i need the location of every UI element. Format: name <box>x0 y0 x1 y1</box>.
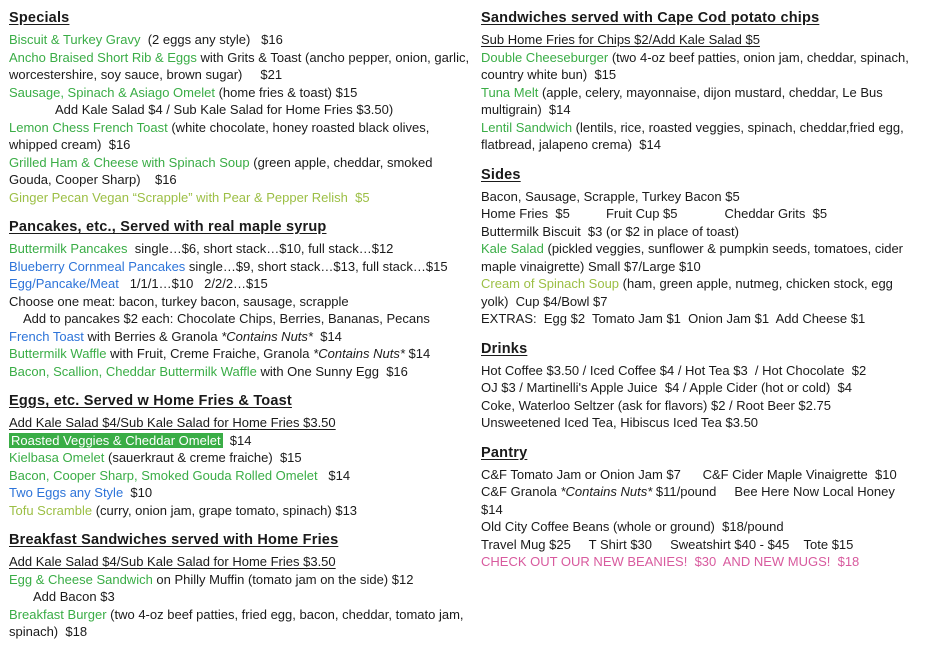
menu-text: Travel Mug $25 T Shirt $30 Sweatshirt $40 - $45 Tote $15 <box>481 536 854 552</box>
menu-section <box>9 530 471 641</box>
menu-line <box>9 606 471 641</box>
menu-text: Old City Coffee Beans (whole or ground) $18/pound <box>481 519 784 534</box>
menu-line <box>481 466 919 484</box>
menu-text: Buttermilk Waffle <box>9 346 107 361</box>
menu-text: French Toast <box>9 328 84 344</box>
menu-text: Biscuit & Turkey Gravy <box>9 32 141 47</box>
menu-line <box>9 328 471 346</box>
menu-line <box>481 49 919 84</box>
menu-section <box>9 391 471 519</box>
menu-text: (home fries & toast) $15 <box>214 84 358 100</box>
menu-line <box>481 275 919 310</box>
menu-text: (green apple, cheddar, smoked Gouda, Cooper Sharp) $16 <box>9 154 437 187</box>
menu-line <box>481 223 919 241</box>
menu-line <box>481 205 919 223</box>
menu-line <box>481 414 919 432</box>
menu-text: Add Kale Salad $4/Sub Kale Salad for Home Fries $3.50 <box>9 415 336 430</box>
menu-line <box>9 293 471 311</box>
menu-line <box>9 449 471 467</box>
menu-line <box>9 49 471 84</box>
menu-text: $11/pound Bee Here Now Local Honey $14 <box>481 484 903 517</box>
menu-line <box>481 31 919 49</box>
menu-text: Add Kale Salad $4 / Sub Kale Salad for Home Fries $3.50) <box>55 102 394 117</box>
menu-column-left <box>9 8 471 641</box>
menu-text: Lentil Sandwich <box>481 119 573 135</box>
menu-text: Double Cheeseburger <box>481 49 609 65</box>
section-title: Sides <box>481 166 521 183</box>
menu-text: Hot Coffee $3.50 / Iced Coffee $4 / Hot Tea $3 / Hot Chocolate $2 <box>481 362 867 378</box>
menu-section <box>9 217 471 380</box>
menu-text: single…$6, short stack…$10, full stack…$12 <box>127 241 394 256</box>
menu-text: $10 <box>123 485 153 500</box>
menu-text: (lentils, rice, roasted veggies, spinach, cheddar,fried egg, flatbread, jalapeno crema) $14 <box>481 119 908 152</box>
menu-text: Sausage, Spinach & Asiago Omelet <box>9 84 215 100</box>
menu-text: Add Bacon $3 <box>33 589 115 604</box>
menu-text: Blueberry Cornmeal Pancakes <box>9 258 186 274</box>
menu-text: CHECK OUT OUR NEW BEANIES! $30 AND NEW MUGS! $18 <box>481 554 860 569</box>
menu-line <box>481 379 919 397</box>
menu-text: Bacon, Cooper Sharp, Smoked Gouda Rolled Omelet <box>9 467 318 483</box>
menu-text: *Contains Nuts* <box>313 346 405 361</box>
menu-text: Kale Salad <box>481 241 544 256</box>
menu-item-name-highlighted: Roasted Veggies & Cheddar Omelet <box>11 432 221 448</box>
menu-text: with Berries & Granola <box>83 328 222 344</box>
menu-text: *Contains Nuts* <box>221 328 313 344</box>
menu-line <box>481 119 919 154</box>
menu-text: Tofu Scramble <box>9 502 93 518</box>
menu-line <box>481 483 919 518</box>
menu-line <box>481 397 919 415</box>
menu-line <box>9 345 471 363</box>
menu-line <box>9 484 471 502</box>
menu-text: 1/1/1…$10 2/2/2…$15 <box>118 276 268 291</box>
menu-text: Unsweetened Iced Tea, Hibiscus Iced Tea $3.50 <box>481 415 759 430</box>
menu-line <box>9 154 471 189</box>
menu-line <box>9 101 471 119</box>
menu-section <box>9 8 471 206</box>
menu-text: Grilled Ham & Cheese with Spinach Soup <box>9 154 250 170</box>
menu-text: *Contains Nuts* <box>560 484 653 499</box>
menu-text: Bacon, Sausage, Scrapple, Turkey Bacon $5 <box>481 188 740 204</box>
menu-text: (two 4-oz beef patties, onion jam, cheddar, spinach, country white bun) $15 <box>481 49 913 82</box>
menu-text: $14 <box>317 467 351 483</box>
menu-text: Egg/Pancake/Meat <box>9 276 119 291</box>
menu-text: Breakfast Burger <box>9 606 107 622</box>
menu-line <box>9 84 471 102</box>
menu-text: EXTRAS: Egg $2 Tomato Jam $1 Onion Jam $1 Add Cheese $1 <box>481 311 866 326</box>
menu-text: OJ $3 / Martinelli's Apple Juice $4 / Apple Cider (hot or cold) $4 <box>481 380 853 395</box>
menu-line <box>481 362 919 380</box>
section-title: Sandwiches served with Cape Cod potato chips <box>481 10 820 26</box>
menu-line <box>9 414 471 432</box>
menu-text: with One Sunny Egg $16 <box>256 363 408 379</box>
menu-line <box>9 258 471 276</box>
menu-line <box>9 275 471 293</box>
menu-text: Add Kale Salad $4/Sub Kale Salad for Home Fries $3.50 <box>9 554 336 569</box>
menu-text: single…$9, short stack…$13, full stack…$15 <box>185 258 448 274</box>
menu-text: Buttermilk Pancakes <box>9 241 128 256</box>
menu-line <box>481 188 919 206</box>
menu-text: Home Fries $5 Fruit Cup $5 Cheddar Grits $5 <box>481 206 828 221</box>
menu-text: Lemon Chess French Toast <box>9 119 168 135</box>
menu-column-right <box>481 8 919 641</box>
menu-text: with Fruit, Creme Fraiche, Granola <box>106 346 314 361</box>
menu-line <box>9 467 471 485</box>
menu-text: Cream of Spinach Soup <box>481 276 620 291</box>
section-title: Eggs, etc. Served w Home Fries & Toast <box>9 393 292 409</box>
menu-text: Tuna Melt <box>481 84 539 100</box>
menu-text: on Philly Muffin (tomato jam on the side) $12 <box>152 571 414 587</box>
menu-text: (ham, green apple, nutmeg, chicken stock, egg yolk) Cup $4/Bowl $7 <box>481 276 897 309</box>
menu-text: Coke, Waterloo Seltzer (ask for flavors) $2 / Root Beer $2.75 <box>481 397 831 413</box>
menu-section <box>481 8 919 154</box>
section-title: Drinks <box>481 340 528 357</box>
section-title: Specials <box>9 10 70 26</box>
section-title: Pancakes, etc., Served with real maple syrup <box>9 219 327 235</box>
menu-line <box>481 536 919 554</box>
menu-text: (two 4-oz beef patties, fried egg, bacon, cheddar, tomato jam, spinach) $18 <box>9 606 468 639</box>
menu-text: Two Eggs any Style <box>9 485 124 500</box>
menu-section <box>481 165 919 328</box>
menu-text: (curry, onion jam, grape tomato, spinach) $13 <box>92 502 358 518</box>
menu-text: Egg & Cheese Sandwich <box>9 571 153 587</box>
menu-line <box>481 84 919 119</box>
menu-line <box>9 571 471 589</box>
menu-line <box>9 502 471 520</box>
menu-text: (sauerkraut & creme fraiche) $15 <box>104 450 302 465</box>
menu-line <box>481 240 919 275</box>
menu-text: $14 <box>222 432 252 448</box>
menu-text: Buttermilk Biscuit $3 (or $2 in place of toast) <box>481 223 739 239</box>
menu-text: Sub Home Fries for Chips $2/Add Kale Salad $5 <box>481 32 760 47</box>
menu-section <box>481 443 919 571</box>
menu-text: C&F Granola <box>481 484 561 499</box>
menu-line <box>481 553 919 571</box>
menu-line <box>9 240 471 258</box>
menu-line <box>9 553 471 571</box>
menu-text: Ginger Pecan Vegan “Scrapple” with Pear & Pepper Relish $5 <box>9 189 370 205</box>
menu-text: (white chocolate, honey roasted black olives, whipped cream) $16 <box>9 119 433 152</box>
menu-line <box>9 31 471 49</box>
menu-text: Ancho Braised Short Rib & Eggs <box>9 49 197 65</box>
menu-text: $14 <box>312 328 342 344</box>
menu-text: with Grits & Toast (ancho pepper, onion, garlic, worcestershire, soy sauce, brown sugar) $21 <box>9 49 473 82</box>
menu-text: C&F Tomato Jam or Onion Jam $7 C&F Cider Maple Vinaigrette $10 <box>481 466 897 482</box>
menu-line <box>9 363 471 381</box>
menu-text: (2 eggs any style) $16 <box>140 32 283 47</box>
menu-line <box>9 432 471 450</box>
menu-line <box>9 310 471 328</box>
menu-text: (pickled veggies, sunflower & pumpkin seeds, tomatoes, cider maple vinaigrette) Small $7/Large $10 <box>481 241 907 274</box>
section-title: Breakfast Sandwiches served with Home Fries <box>9 532 339 548</box>
menu-text: Choose one meat: bacon, turkey bacon, sausage, scrapple <box>9 293 349 309</box>
menu-line <box>481 518 919 536</box>
menu-section <box>481 339 919 432</box>
menu-text: (apple, celery, mayonnaise, dijon mustard, cheddar, Le Bus multigrain) $14 <box>481 84 887 117</box>
menu-line <box>9 119 471 154</box>
menu-text: Add to pancakes $2 each: Chocolate Chips, Berries, Bananas, Pecans <box>23 311 430 326</box>
menu-text: $14 <box>404 346 431 361</box>
menu-line <box>9 189 471 207</box>
menu-line <box>9 588 471 606</box>
menu-text: Bacon, Scallion, Cheddar Buttermilk Waffle <box>9 363 257 379</box>
section-title: Pantry <box>481 444 528 461</box>
menu-line <box>481 310 919 328</box>
menu-text: Kielbasa Omelet <box>9 450 105 465</box>
